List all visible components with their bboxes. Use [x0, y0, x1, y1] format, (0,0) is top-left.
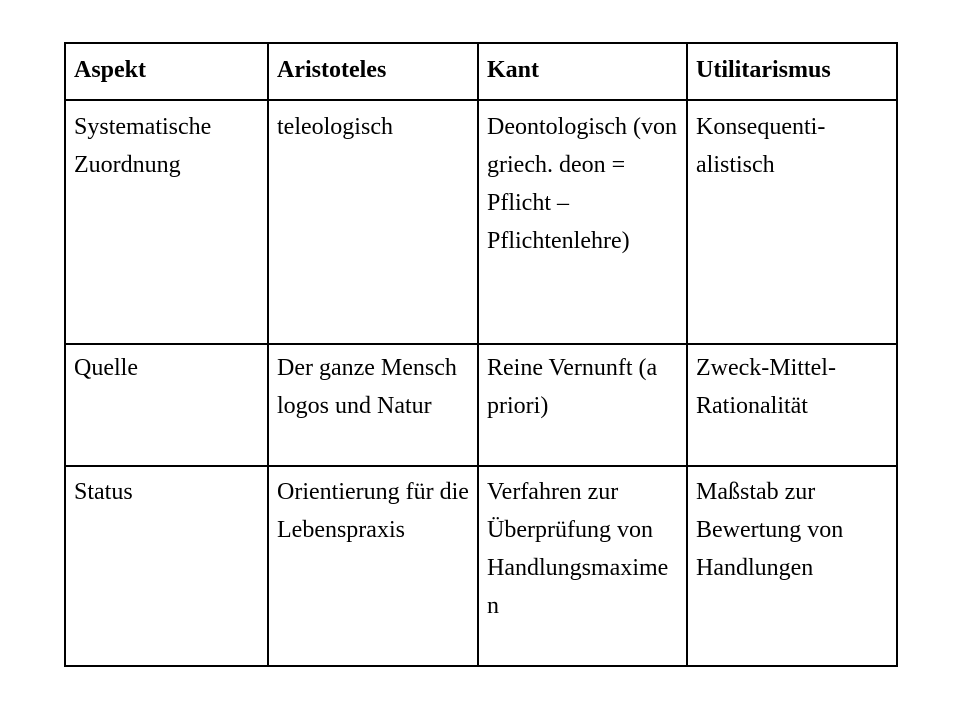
- table-row: [65, 100, 897, 344]
- header-utilitarismus: Utilitarismus: [687, 43, 897, 100]
- cell-text: teleologisch: [277, 114, 393, 140]
- cell-aspect: [65, 466, 268, 666]
- cell-text: Reine Vernunft (a priori): [487, 355, 658, 419]
- cell-aspect: [65, 100, 268, 344]
- cell-aristoteles: [268, 466, 478, 666]
- cell-utilitarismus: [687, 466, 897, 666]
- table-row: [65, 344, 897, 466]
- cell-kant: [478, 466, 687, 666]
- table-row: [65, 466, 897, 666]
- cell-aristoteles: [268, 100, 478, 344]
- cell-kant: [478, 344, 687, 466]
- cell-text: Konsequenti- alistisch: [696, 114, 826, 178]
- cell-aristoteles: [268, 344, 478, 466]
- cell-text: Maßstab zur Bewertung von Handlungen: [696, 479, 844, 581]
- table-header-row: [65, 43, 897, 100]
- cell-utilitarismus: [687, 344, 897, 466]
- cell-text: Orientierung für die Lebenspraxis: [277, 479, 469, 543]
- cell-kant: [478, 100, 687, 344]
- ethics-comparison-table: [64, 42, 898, 667]
- cell-text: Deontologisch (von griech. deon = Pflicht – Pflichtenlehre): [487, 114, 677, 254]
- cell-utilitarismus: [687, 100, 897, 344]
- cell-text: Zweck-Mittel- Rationalität: [696, 355, 836, 419]
- cell-text: Status: [74, 479, 133, 505]
- cell-text: Verfahren zur Überprüfung von Handlungsmaximen: [487, 479, 669, 619]
- header-kant: Kant: [478, 43, 687, 100]
- cell-aspect: [65, 344, 268, 466]
- header-aspekt: Aspekt: [65, 43, 268, 100]
- cell-text: Quelle: [74, 355, 138, 381]
- cell-text: Der ganze Mensch logos und Natur: [277, 355, 457, 419]
- cell-text: Systematische Zuordnung: [74, 114, 212, 178]
- header-aristoteles: Aristoteles: [268, 43, 478, 100]
